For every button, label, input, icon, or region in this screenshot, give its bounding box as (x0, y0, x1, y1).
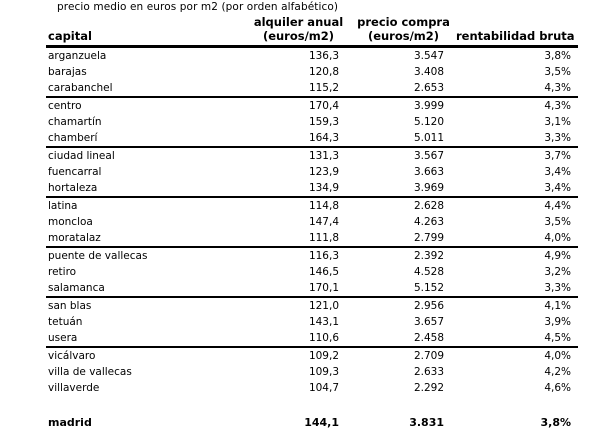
cell-yield: 4,4% (456, 197, 578, 214)
table-spacer (46, 396, 578, 414)
cell-capital: puente de vallecas (46, 247, 246, 264)
cell-yield: 3,5% (456, 64, 578, 80)
cell-rent: 159,3 (246, 114, 351, 130)
cell-rent: 134,9 (246, 180, 351, 197)
cell-buy: 2.799 (351, 230, 456, 247)
cell-buy: 2.653 (351, 80, 456, 97)
cell-rent: 131,3 (246, 147, 351, 164)
cell-capital: tetuán (46, 314, 246, 330)
table-subtitle: precio medio en euros por m2 (por orden alfabético) (57, 1, 338, 14)
column-header-buy-line2: (euros/m2) (351, 29, 456, 43)
total-cell-yield: 3,8% (456, 414, 578, 432)
cell-capital: arganzuela (46, 47, 246, 65)
cell-yield: 4,9% (456, 247, 578, 264)
column-header-rent-line1: alquiler anual (246, 15, 351, 29)
table-row (46, 247, 578, 264)
cell-capital: moncloa (46, 214, 246, 230)
cell-capital: san blas (46, 297, 246, 314)
cell-capital: villaverde (46, 380, 246, 396)
cell-capital: usera (46, 330, 246, 347)
table-row (46, 347, 578, 364)
cell-rent: 120,8 (246, 64, 351, 80)
cell-yield: 4,3% (456, 97, 578, 114)
column-header-capital-label: capital (48, 29, 246, 43)
cell-rent: 164,3 (246, 130, 351, 147)
cell-yield: 3,5% (456, 214, 578, 230)
cell-buy: 2.292 (351, 380, 456, 396)
cell-rent: 115,2 (246, 80, 351, 97)
table-header (46, 15, 578, 47)
cell-capital: carabanchel (46, 80, 246, 97)
cell-rent: 147,4 (246, 214, 351, 230)
cell-buy: 2.956 (351, 297, 456, 314)
table-row (46, 80, 578, 97)
column-header-rent (246, 15, 351, 47)
cell-rent: 146,5 (246, 264, 351, 280)
cell-yield: 3,4% (456, 164, 578, 180)
cell-buy: 4.263 (351, 214, 456, 230)
cell-yield: 4,6% (456, 380, 578, 396)
cell-buy: 3.663 (351, 164, 456, 180)
table-row (46, 197, 578, 214)
cell-rent: 109,2 (246, 347, 351, 364)
cell-yield: 3,9% (456, 314, 578, 330)
total-cell-rent: 144,1 (246, 414, 351, 432)
cell-rent: 143,1 (246, 314, 351, 330)
column-header-yield (456, 15, 578, 47)
cell-buy: 3.567 (351, 147, 456, 164)
cell-yield: 4,3% (456, 80, 578, 97)
cell-rent: 170,1 (246, 280, 351, 297)
cell-rent: 104,7 (246, 380, 351, 396)
cell-yield: 3,3% (456, 280, 578, 297)
table-row (46, 64, 578, 80)
table-row (46, 164, 578, 180)
cell-buy: 4.528 (351, 264, 456, 280)
table-row (46, 47, 578, 65)
cell-buy: 2.392 (351, 247, 456, 264)
cell-capital: retiro (46, 264, 246, 280)
cell-capital: fuencarral (46, 164, 246, 180)
cell-capital: salamanca (46, 280, 246, 297)
table-body (46, 47, 578, 432)
table-row (46, 130, 578, 147)
cell-capital: vicálvaro (46, 347, 246, 364)
total-cell-capital: madrid (46, 414, 246, 432)
cell-rent: 121,0 (246, 297, 351, 314)
cell-yield: 4,0% (456, 230, 578, 247)
cell-capital: chamberí (46, 130, 246, 147)
cell-rent: 109,3 (246, 364, 351, 380)
cell-buy: 3.547 (351, 47, 456, 65)
table-row (46, 147, 578, 164)
cell-yield: 4,5% (456, 330, 578, 347)
cell-buy: 2.628 (351, 197, 456, 214)
cell-capital: centro (46, 97, 246, 114)
cell-capital: villa de vallecas (46, 364, 246, 380)
cell-buy: 3.999 (351, 97, 456, 114)
cell-capital: chamartín (46, 114, 246, 130)
column-header-rent-line2: (euros/m2) (246, 29, 351, 43)
cell-capital: latina (46, 197, 246, 214)
column-header-buy (351, 15, 456, 47)
price-table (46, 15, 578, 432)
cell-buy: 5.152 (351, 280, 456, 297)
cell-buy: 3.657 (351, 314, 456, 330)
table-row (46, 314, 578, 330)
table-row (46, 280, 578, 297)
table-row (46, 214, 578, 230)
table-row (46, 114, 578, 130)
cell-yield: 4,2% (456, 364, 578, 380)
table-row (46, 380, 578, 396)
column-header-buy-line1: precio compra (351, 15, 456, 29)
total-cell-buy: 3.831 (351, 414, 456, 432)
cell-rent: 110,6 (246, 330, 351, 347)
cell-buy: 5.120 (351, 114, 456, 130)
table-header-row (46, 15, 578, 47)
cell-yield: 3,8% (456, 47, 578, 65)
table-row (46, 364, 578, 380)
table-row (46, 180, 578, 197)
table-row (46, 230, 578, 247)
cell-rent: 136,3 (246, 47, 351, 65)
table-row (46, 297, 578, 314)
cell-capital: ciudad lineal (46, 147, 246, 164)
column-header-yield-label: rentabilidad bruta (456, 29, 571, 43)
cell-buy: 3.969 (351, 180, 456, 197)
cell-buy: 3.408 (351, 64, 456, 80)
cell-yield: 4,1% (456, 297, 578, 314)
cell-capital: hortaleza (46, 180, 246, 197)
column-header-capital (46, 15, 246, 47)
cell-buy: 2.458 (351, 330, 456, 347)
cell-rent: 114,8 (246, 197, 351, 214)
cell-rent: 170,4 (246, 97, 351, 114)
cell-buy: 5.011 (351, 130, 456, 147)
table-row (46, 330, 578, 347)
cell-yield: 3,4% (456, 180, 578, 197)
cell-buy: 2.633 (351, 364, 456, 380)
cell-rent: 123,9 (246, 164, 351, 180)
cell-yield: 3,2% (456, 264, 578, 280)
cell-yield: 3,7% (456, 147, 578, 164)
cell-yield: 3,3% (456, 130, 578, 147)
cell-rent: 116,3 (246, 247, 351, 264)
cell-rent: 111,8 (246, 230, 351, 247)
cell-buy: 2.709 (351, 347, 456, 364)
cell-yield: 3,1% (456, 114, 578, 130)
table-row (46, 264, 578, 280)
cell-capital: barajas (46, 64, 246, 80)
cell-capital: moratalaz (46, 230, 246, 247)
table-row (46, 97, 578, 114)
cell-yield: 4,0% (456, 347, 578, 364)
